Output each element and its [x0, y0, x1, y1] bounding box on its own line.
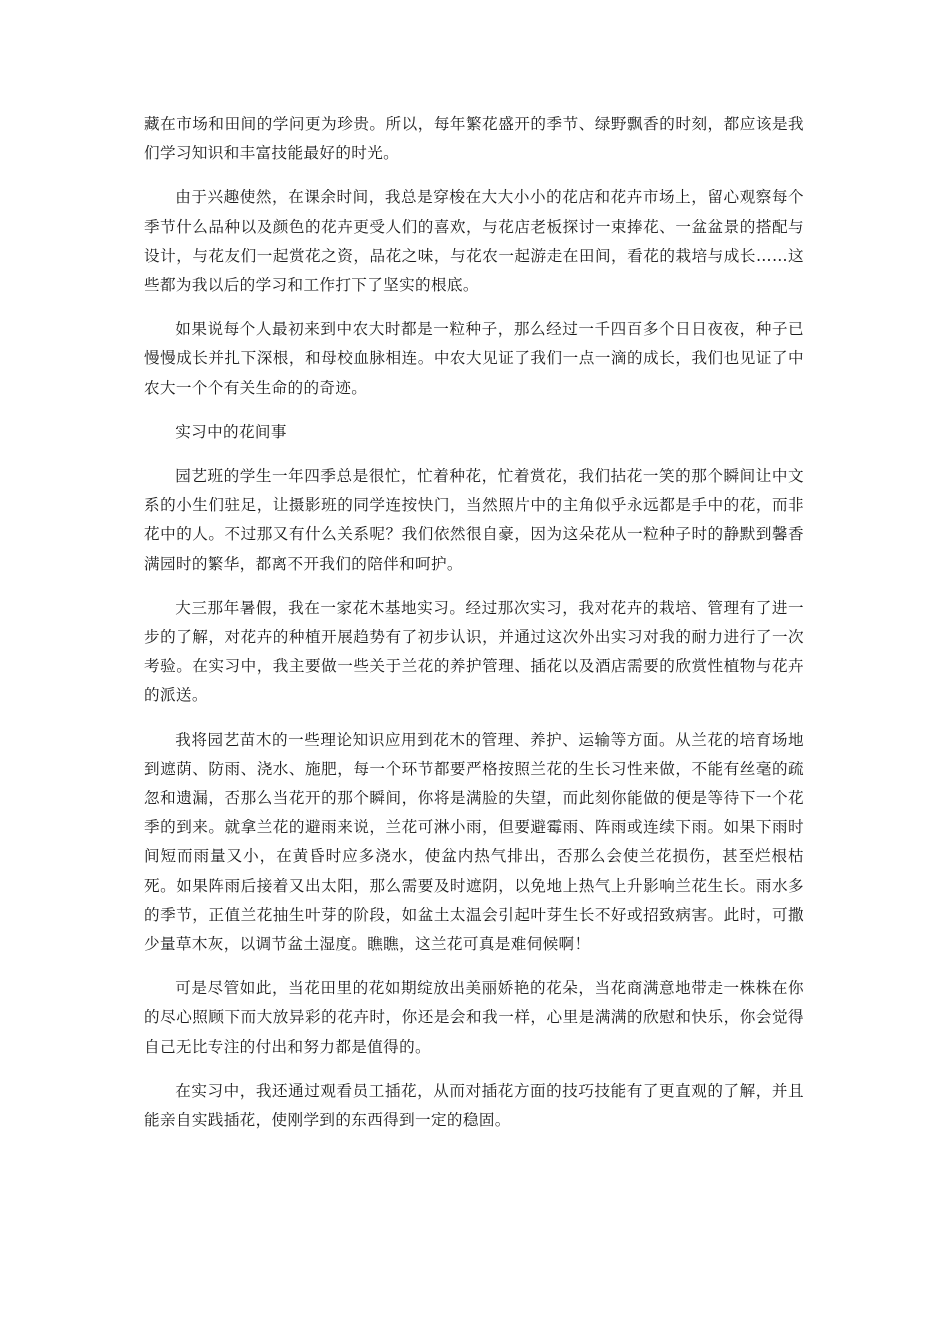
paragraph-reward: 可是尽管如此，当花田里的花如期绽放出美丽娇艳的花朵，当花商满意地带走一株株在你的尽心照顾下而大放异彩的花卉时，你还是会和我一样，心里是满满的欣慰和快乐，你会觉得自己无比专注的付出和努力都是值得的。	[144, 979, 804, 1056]
paragraph-horticulture-class: 园艺班的学生一年四季总是很忙，忙着种花，忙着赏花，我们拈花一笑的那个瞬间让中文系的小生们驻足，让摄影班的同学连按快门，当然照片中的主角似乎永远都是手中的花，而非花中的人。不过那又有什么关系呢？我们依然很自豪，因为这朵花从一粒种子时的静默到馨香满园时的繁华，都离不开我们的陪伴和呵护。	[144, 467, 804, 573]
paragraph-seed: 如果说每个人最初来到中农大时都是一粒种子，那么经过一千四百多个日日夜夜，种子已慢慢成长并扎下深根，和母校血脉相连。中农大见证了我们一点一滴的成长，我们也见证了中农大一个个有关生命的的奇迹。	[144, 320, 804, 397]
paragraph-interest: 由于兴趣使然，在课余时间，我总是穿梭在大大小小的花店和花卉市场上，留心观察每个季节什么品种以及颜色的花卉更受人们的喜欢，与花店老板探讨一束捧花、一盆盆景的搭配与设计，与花友们一起赏花之资，品花之味，与花农一起游走在田间，看花的栽培与成长……这些都为我以后的学习和工作打下了坚实的根底。	[144, 188, 804, 295]
paragraph-orchid-care: 我将园艺苗木的一些理论知识应用到花木的管理、养护、运输等方面。从兰花的培育场地到遮荫、防雨、浇水、施肥，每一个环节都要严格按照兰花的生长习性来做，不能有丝毫的疏忽和遗漏，否那么当花开的那个瞬间，你将是满脸的失望，而此刻你能做的便是等待下一个花季的到来。就拿兰花的避雨来说，兰花可淋小雨，但要避霉雨、阵雨或连续下雨。如果下雨时间短而雨量又小，在黄昏时应多浇水，使盆内热气排出，否那么会使兰花损伤，甚至烂根枯死。如果阵雨后接着又出太阳，那么需要及时遮阴，以免地上热气上升影响兰花生长。雨水多的季节，正值兰花抽生叶芽的阶段，如盆土太温会引起叶芽生长不好或招致病害。此时，可撒少量草木灰，以调节盆土湿度。瞧瞧，这兰花可真是难伺候啊！	[144, 730, 804, 954]
document-body	[144, 110, 804, 1150]
paragraph-continued: 藏在市场和田间的学问更为珍贵。所以，每年繁花盛开的季节、绿野飘香的时刻，都应该是我们学习知识和丰富技能最好的时光。	[144, 115, 804, 163]
paragraph-flower-arranging: 在实习中，我还通过观看员工插花，从而对插花方面的技巧技能有了更直观的了解，并且能亲自实践插花，使刚学到的东西得到一定的稳固。	[144, 1081, 804, 1130]
paragraph-summer-internship: 大三那年暑假，我在一家花木基地实习。经过那次实习，我对花卉的栽培、管理有了进一步的了解，对花卉的种植开展趋势有了初步认识，并通过这次外出实习对我的耐力进行了一次考验。在实习中，我主要做一些关于兰花的养护管理、插花以及酒店需要的欣赏性植物与花卉的派送。	[144, 598, 804, 705]
section-heading: 实习中的花间事	[175, 422, 287, 441]
